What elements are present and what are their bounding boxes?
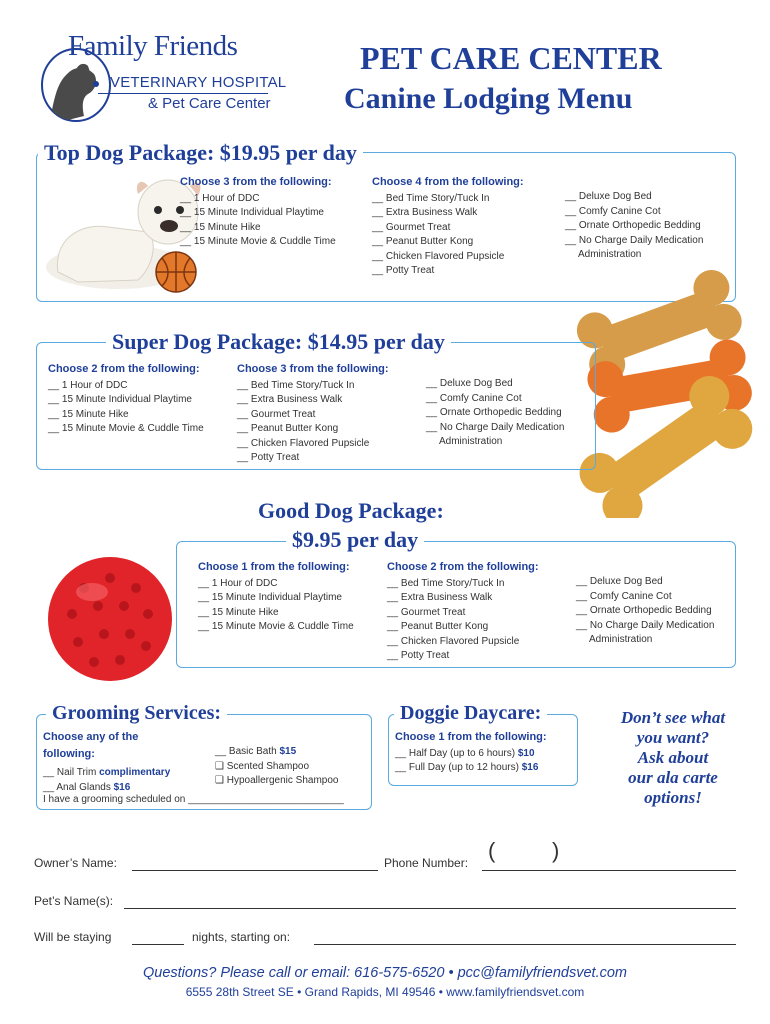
list-item: __ 1 Hour of DDC xyxy=(198,577,278,589)
logo-divider xyxy=(98,93,268,94)
grooming-title: Grooming Services: xyxy=(46,702,227,725)
top-dog-col2 xyxy=(372,175,524,279)
good-dog-col2 xyxy=(387,560,539,664)
logo xyxy=(38,30,287,130)
list-item: __ 15 Minute Hike xyxy=(198,606,279,618)
list-item: __ Gourmet Treat xyxy=(387,606,466,618)
top-dog-title: Top Dog Package: $19.95 per day xyxy=(38,140,363,166)
list-item: __ Ornate Orthopedic Bedding xyxy=(426,407,562,418)
list-item: __ Extra Business Walk xyxy=(387,592,493,603)
super-dog-col2 xyxy=(237,362,389,466)
logo-line1: VETERINARY HOSPITAL xyxy=(110,74,287,91)
list-item: __ Chicken Flavored Pupsicle xyxy=(387,635,520,647)
good-dog-title-line2: $9.95 per day xyxy=(286,527,424,553)
list-item: __ No Charge Daily Medication xyxy=(576,619,715,631)
super-dog-col2-heading: Choose 3 from the following: xyxy=(237,363,389,375)
list-item: __ Deluxe Dog Bed xyxy=(576,576,663,587)
list-item: __ Deluxe Dog Bed xyxy=(426,378,513,389)
list-item: __ 15 Minute Movie & Cuddle Time xyxy=(198,621,354,632)
top-dog-col1 xyxy=(180,175,336,250)
logo-line2: & Pet Care Center xyxy=(148,95,271,112)
pets-name-field[interactable] xyxy=(124,908,736,909)
list-item: __ Gourmet Treat xyxy=(237,408,316,420)
nights-count-field[interactable] xyxy=(132,944,184,945)
super-dog-title: Super Dog Package: $14.95 per day xyxy=(106,329,451,355)
list-item: Administration xyxy=(589,634,653,645)
list-item: __ Peanut Butter Kong xyxy=(372,236,474,247)
list-item: __ Comfy Canine Cot xyxy=(426,392,522,404)
list-item: Administration xyxy=(439,436,503,447)
list-item: __ Peanut Butter Kong xyxy=(237,423,339,434)
list-item: __ 15 Minute Hike xyxy=(180,221,261,233)
list-item: __ Potty Treat xyxy=(372,265,435,276)
list-item-anal-glands: __ Anal Glands $16 xyxy=(43,781,131,793)
grooming-heading-line1: Choose any of the xyxy=(43,731,139,743)
list-item: __ Bed Time Story/Tuck In xyxy=(372,192,490,204)
list-item: __ Peanut Butter Kong xyxy=(387,621,489,632)
logo-title: Family Friends xyxy=(68,30,238,62)
list-item: ❑ Hypoallergenic Shampoo xyxy=(215,775,339,786)
super-dog-col1 xyxy=(48,362,204,437)
list-item: __ Comfy Canine Cot xyxy=(576,590,672,602)
list-item: __ Bed Time Story/Tuck In xyxy=(237,379,355,391)
daycare-title: Doggie Daycare: xyxy=(394,702,547,725)
grooming-scheduled-line xyxy=(43,793,344,808)
list-item: __ Potty Treat xyxy=(237,452,300,463)
good-dog-title-line1: Good Dog Package: xyxy=(254,498,448,524)
daycare-heading: Choose 1 from the following: xyxy=(395,731,547,743)
start-date-field[interactable] xyxy=(314,944,736,945)
list-item: __ Gourmet Treat xyxy=(372,221,451,233)
grooming-heading-line2: following: xyxy=(43,748,95,760)
good-dog-col1 xyxy=(198,560,354,635)
list-item: __ Potty Treat xyxy=(387,650,450,661)
list-item: __ No Charge Daily Medication xyxy=(426,421,565,433)
list-item: __ Deluxe Dog Bed xyxy=(565,191,652,202)
phone-number-field[interactable] xyxy=(482,870,736,871)
list-item: __ Ornate Orthopedic Bedding xyxy=(576,605,712,616)
list-item: Administration xyxy=(578,249,642,260)
list-item: __ 1 Hour of DDC xyxy=(180,192,260,204)
super-dog-col3 xyxy=(426,377,564,450)
daycare-col xyxy=(395,730,547,776)
header-title: PET CARE CENTER xyxy=(360,40,662,76)
phone-paren-open: ( xyxy=(488,838,496,863)
list-item-half-day: __ Half Day (up to 6 hours) $10 xyxy=(395,747,535,759)
list-item: __ Chicken Flavored Pupsicle xyxy=(372,250,505,262)
good-dog-col3 xyxy=(576,575,714,648)
list-item: __ Comfy Canine Cot xyxy=(565,205,661,217)
top-dog-col2-heading: Choose 4 from the following: xyxy=(372,176,524,188)
nights-label: nights, starting on: xyxy=(192,930,291,944)
good-dog-col2-heading: Choose 2 from the following: xyxy=(387,561,539,573)
list-item: __ 15 Minute Hike xyxy=(48,408,129,420)
list-item: ❑ Scented Shampoo xyxy=(215,760,310,772)
red-spiky-ball-image xyxy=(34,548,186,690)
staying-label: Will be staying xyxy=(34,930,112,944)
list-item: __ 1 Hour of DDC xyxy=(48,379,128,391)
list-item: __ 15 Minute Individual Playtime xyxy=(48,394,192,405)
footer-contact: Questions? Please call or email: 616-575-6520 • pcc@familyfriendsvet.com xyxy=(142,965,628,981)
grooming-scheduled-text: I have a grooming scheduled on ____________________________ xyxy=(43,794,344,805)
top-dog-col3 xyxy=(565,190,703,263)
list-item: __ Bed Time Story/Tuck In xyxy=(387,577,505,589)
owner-name-field[interactable] xyxy=(132,870,378,871)
list-item: __ Extra Business Walk xyxy=(372,207,478,218)
list-item-full-day: __ Full Day (up to 12 hours) $16 xyxy=(395,762,539,773)
list-item-nail-trim: __ Nail Trim complimentary xyxy=(43,767,171,778)
owner-name-label: Owner’s Name: xyxy=(34,856,117,870)
list-item: __ 15 Minute Movie & Cuddle Time xyxy=(180,236,336,247)
grooming-col1 xyxy=(43,730,170,795)
header-subtitle: Canine Lodging Menu xyxy=(344,82,633,115)
list-item: __ Extra Business Walk xyxy=(237,394,343,405)
phone-paren-close: ) xyxy=(552,838,560,863)
ala-carte-callout: Don’t see what you want? Ask about our ala carte options! xyxy=(620,708,726,807)
grooming-col2 xyxy=(215,745,338,789)
phone-number-label: Phone Number: xyxy=(384,856,469,870)
list-item-basic-bath: __ Basic Bath $15 xyxy=(215,746,297,757)
good-dog-col1-heading: Choose 1 from the following: xyxy=(198,561,350,573)
top-dog-col1-heading: Choose 3 from the following: xyxy=(180,176,332,188)
list-item: __ No Charge Daily Medication xyxy=(565,234,704,246)
list-item: __ 15 Minute Individual Playtime xyxy=(198,592,342,603)
list-item: __ Chicken Flavored Pupsicle xyxy=(237,437,370,449)
super-dog-col1-heading: Choose 2 from the following: xyxy=(48,363,200,375)
list-item: __ Ornate Orthopedic Bedding xyxy=(565,220,701,231)
footer-address: 6555 28th Street SE • Grand Rapids, MI 49546 • www.familyfriendsvet.com xyxy=(185,985,585,999)
list-item: __ 15 Minute Movie & Cuddle Time xyxy=(48,423,204,434)
pets-name-label: Pet’s Name(s): xyxy=(34,894,114,908)
list-item: __ 15 Minute Individual Playtime xyxy=(180,207,324,218)
